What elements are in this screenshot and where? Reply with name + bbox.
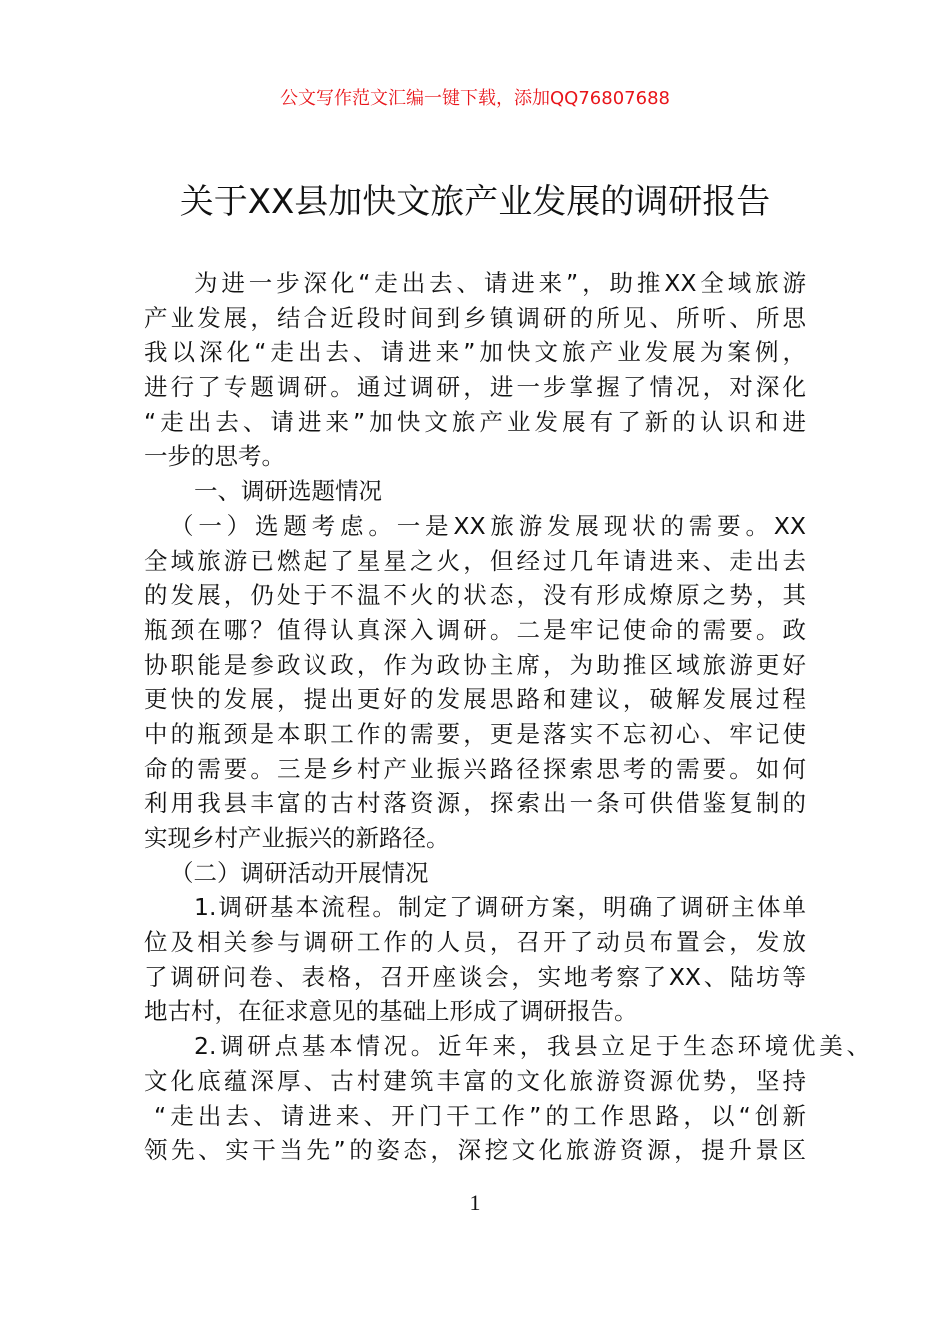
subsection-heading: （二）调研活动开展情况 — [170, 858, 429, 887]
paragraph-line: 1.调研基本流程。制定了调研方案，明确了调研主体单 — [194, 893, 806, 922]
paragraph-line: 命的需要。三是乡村产业振兴路径探索思考的需要。如何 — [144, 754, 806, 783]
paragraph-line: 瓶颈在哪？值得认真深入调研。二是牢记使命的需要。政 — [144, 615, 806, 644]
promo-header: 公文写作范文汇编一键下载，添加QQ76807688 — [280, 88, 670, 109]
paragraph-line: 2.调研点基本情况。近年来，我县立足于生态环境优美、 — [194, 1032, 870, 1061]
paragraph-line: “走出去、请进来”加快文旅产业发展有了新的认识和进 — [144, 407, 806, 436]
subsection-heading-line: （一）选题考虑。一是XX旅游发展现状的需要。XX — [170, 511, 806, 540]
paragraph-line: 全域旅游已燃起了星星之火，但经过几年请进来、走出去 — [144, 546, 806, 575]
paragraph-line: 地古村，在征求意见的基础上形成了调研报告。 — [144, 997, 638, 1026]
paragraph-line: 的发展，仍处于不温不火的状态，没有形成燎原之势，其 — [144, 581, 806, 610]
document-title: 关于XX县加快文旅产业发展的调研报告 — [179, 182, 771, 222]
paragraph-line: 位及相关参与调研工作的人员，召开了动员布置会，发放 — [144, 928, 806, 957]
paragraph-line: 更快的发展，提出更好的发展思路和建议，破解发展过程 — [144, 685, 806, 714]
section-heading: 一、调研选题情况 — [194, 477, 382, 506]
paragraph-line: 我以深化“走出去、请进来”加快文旅产业发展为案例， — [144, 338, 806, 367]
paragraph-line: 中的瓶颈是本职工作的需要，更是落实不忘初心、牢记使 — [144, 719, 806, 748]
paragraph-line: 领先、实干当先”的姿态，深挖文化旅游资源，提升景区 — [144, 1136, 806, 1165]
paragraph-line: “走出去、请进来、开门干工作”的工作思路，以“创新 — [154, 1101, 806, 1130]
paragraph-line: 产业发展，结合近段时间到乡镇调研的所见、所听、所思 — [144, 303, 806, 332]
paragraph-line: 为进一步深化“走出去、请进来”，助推XX全域旅游 — [194, 269, 806, 297]
paragraph-line: 实现乡村产业振兴的新路径。 — [144, 824, 450, 852]
page-number: 1 — [469, 1190, 481, 1215]
paragraph-line: 一步的思考。 — [144, 442, 285, 471]
paragraph-line: 协职能是参政议政，作为政协主席，为助推区域旅游更好 — [144, 650, 806, 679]
paragraph-line: 进行了专题调研。通过调研，进一步掌握了情况，对深化 — [144, 373, 806, 402]
document-body — [144, 266, 870, 1168]
paragraph-line: 文化底蕴深厚、古村建筑丰富的文化旅游资源优势，坚持 — [144, 1066, 806, 1095]
paragraph-line: 了调研问卷、表格，召开座谈会，实地考察了XX、陆坊等 — [144, 962, 806, 991]
paragraph-line: 利用我县丰富的古村落资源，探索出一条可供借鉴复制的 — [144, 789, 806, 818]
